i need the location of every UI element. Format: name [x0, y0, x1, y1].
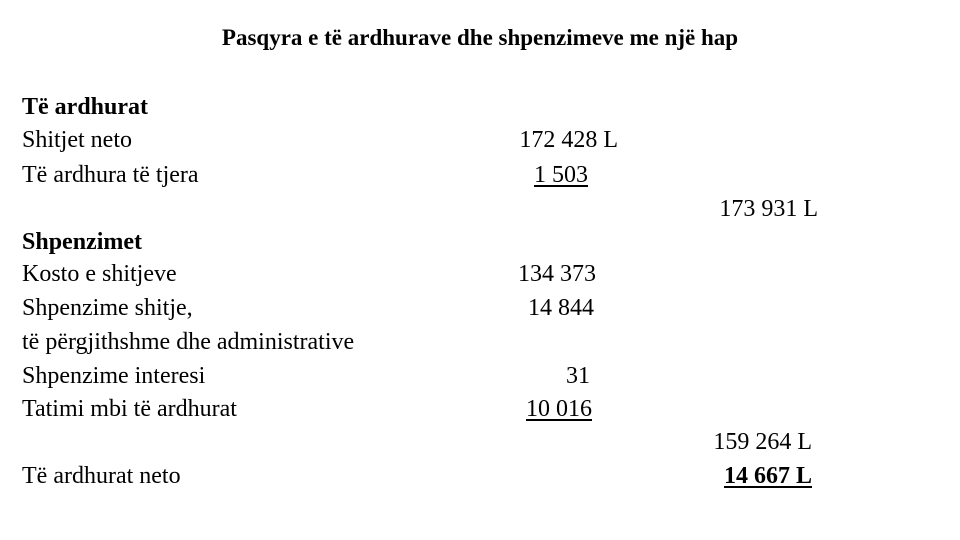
expense-label-selling: Shpenzime shitje, — [22, 295, 193, 321]
expense-label-interest: Shpenzime interesi — [22, 363, 206, 389]
revenues-total: 173 931 L — [719, 196, 818, 222]
expense-amount-selling: 14 844 — [528, 295, 594, 321]
expense-amount-interest: 31 — [566, 363, 590, 389]
net-income-label: Të ardhurat neto — [22, 463, 181, 489]
expense-label-admin: të përgjithshme dhe administrative — [22, 329, 355, 355]
page-title: Pasqyra e të ardhurave dhe shpenzimeve me një hap — [221, 25, 739, 50]
expenses-total: 159 264 L — [713, 429, 812, 455]
net-income-amount: 14 667 L — [723, 463, 812, 489]
revenue-amount-net-sales: 172 428 L — [519, 127, 618, 153]
expense-label-income-tax: Tatimi mbi të ardhurat — [22, 396, 237, 422]
expenses-heading: Shpenzimet — [22, 229, 142, 255]
revenue-label-other-income: Të ardhura të tjera — [22, 162, 199, 188]
revenues-heading: Të ardhurat — [22, 94, 148, 120]
expense-amount-cost-of-sales: 134 373 — [518, 261, 596, 287]
expense-amount-income-tax: 10 016 — [526, 396, 592, 422]
revenue-label-net-sales: Shitjet neto — [22, 127, 132, 153]
expense-label-cost-of-sales: Kosto e shitjeve — [22, 261, 177, 287]
revenue-amount-other-income: 1 503 — [534, 162, 588, 188]
